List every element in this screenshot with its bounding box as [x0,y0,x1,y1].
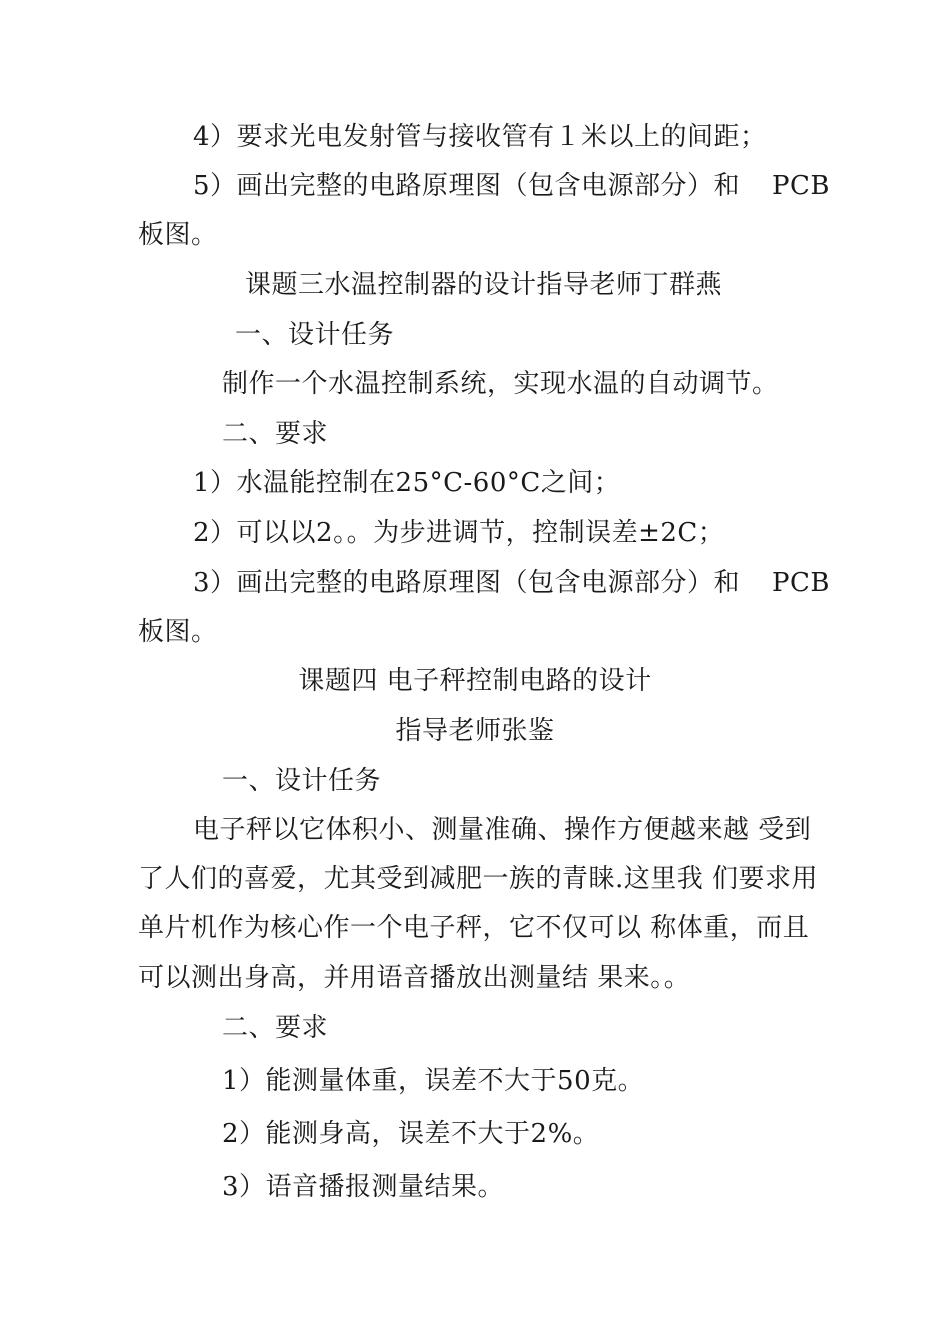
prev-item-5-text: 5）画出完整的电路原理图（包含电源部分）和 [193,171,741,201]
topic4-req-heading: 二、要求 [222,1013,329,1043]
topic3-title: 课题三水温控制器的设计指导老师丁群燕 [245,270,723,300]
topic3-task-heading: 一、设计任务 [235,320,395,350]
topic4-teacher: 指导老师张鉴 [395,716,555,746]
topic3-task-text: 制作一个水温控制系统，实现水温的自动调节。 [222,369,779,399]
topic4-task-line-4: 可以测出身高，并用语音播放出测量结 果来。。 [138,963,691,993]
topic4-task-line-1: 电子秤以它体积小、测量准确、操作方便越来越 受到 [193,815,812,845]
topic4-task-heading: 一、设计任务 [222,766,382,796]
topic3-req-heading: 二、要求 [222,419,329,449]
prev-item-5-continuation: 板图。 [138,220,218,250]
topic3-req-2: 2）可以以2。。为步进调节，控制误差±2C； [193,518,725,548]
prev-item-5-pcb: PCB [772,171,830,201]
topic4-task-line-2: 了人们的喜爱，尤其受到减肥一族的青睐.这里我 们要求用 [138,864,819,894]
topic4-req-3: 3）语音播报测量结果。 [222,1172,505,1202]
topic3-req-3-pcb: PCB [772,568,830,598]
topic4-req-2: 2）能测身高，误差不大于2%。 [222,1119,600,1149]
topic3-req-3-text: 3）画出完整的电路原理图（包含电源部分）和 [193,568,741,598]
topic4-task-line-3: 单片机作为核心作一个电子秤，它不仅可以 称体重，而且 [138,913,810,943]
topic4-title: 课题四 电子秤控制电路的设计 [298,666,652,696]
topic4-req-1: 1）能测量体重，误差不大于50克。 [222,1066,645,1096]
prev-item-4: 4）要求光电发射管与接收管有１米以上的间距； [193,122,767,152]
topic3-req-3 [193,568,830,598]
prev-item-5 [193,171,830,201]
topic3-req-3-continuation: 板图。 [138,617,218,647]
topic3-req-1: 1）水温能控制在25°C-60°C之间； [193,468,621,498]
